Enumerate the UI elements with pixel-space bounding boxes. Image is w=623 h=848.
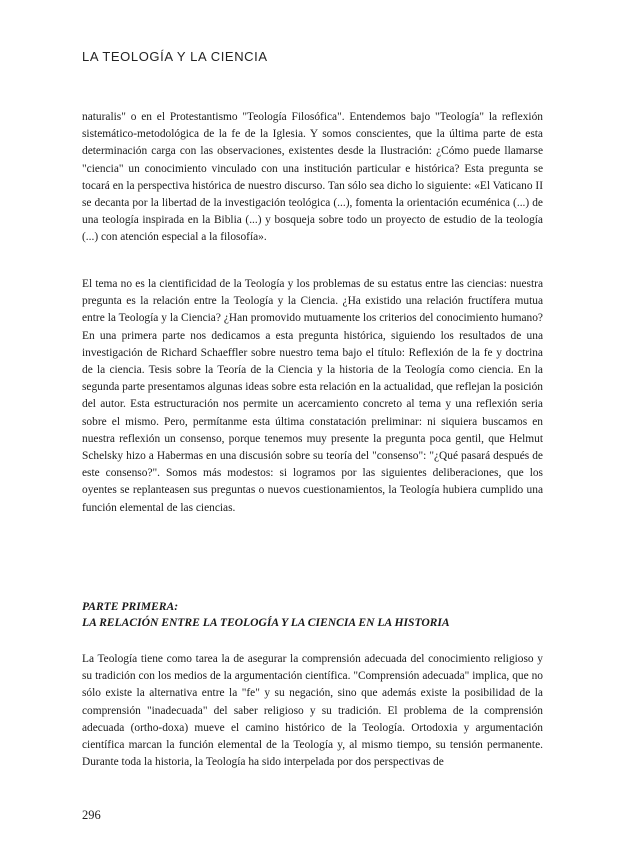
paragraph-text: naturalis" o en el Protestantismo "Teología Filosófica". Entendemos bajo "Teología" la reflexión sistemático-metodológica de la fe de la Iglesia. Y somos conscientes, que la última parte de esta determinación carga con las observaciones, existentes desde la Ilustración: ¿Cómo puede llamarse "ciencia" un conocimiento vinculado con una institución particular e histórica? Esta pregunta se tocará en la perspectiva histórica de nuestro discurso. Tan sólo sea dicho lo siguiente: «El Vaticano II se decanta por la libertad de la investigación teológica (...), fomenta la orientación ecuménica (...) de una teología inspirada en la Biblia (...) y bosqueja sobre todo un proyecto de estudio de la teología (...) con atención especial a la filosofía».: [82, 111, 543, 244]
section-heading: [82, 599, 543, 631]
body-paragraph-3: [82, 651, 543, 771]
section-heading-part: PARTE PRIMERA:: [82, 600, 179, 613]
paragraph-text: El tema no es la cientificidad de la Teología y los problemas de su estatus entre las ciencias: nuestra pregunta es la relación entre la Teología y la Ciencia. ¿Ha existido una relación fructífera mutua entre la Teología y la Ciencia? ¿Han promovido mutuamente los criterios del conocimiento humano? En una primera parte nos dedicamos a esta pregunta histórica, siguiendo los resultados de una investigación de Richard Schaeffler sobre nuestro tema bajo el título: Reflexión de la fe y doctrina de la ciencia. Tesis sobre la Teoría de la Ciencia y la historia de la Teología como ciencia. En la segunda parte presentamos algunas ideas sobre esta relación en la actualidad, que reflejan la posición del autor. Esta estructuración nos permite un acercamiento concreto al tema y una reflexión seria sobre el mismo. Pero, permítanme esta última constatación preliminar: ni siquiera buscamos en nuestra reflexión un consenso, porque tenemos muy presente la pregunta poca gentil, que Helmut Schelsky hizo a Habermas en una discusión sobre su teoría del "consenso": "¿Qué pasará después de este consenso?". Somos más modestos: si logramos por las siguientes deliberaciones, que los oyentes se replanteasen sus preguntas o nuevos cuestionamientos, la Teología hubiera cumplido una función elemental de las ciencias.: [82, 278, 543, 514]
running-head: LA TEOLOGÍA Y LA CIENCIA: [82, 49, 268, 64]
body-paragraph-1: [82, 109, 543, 247]
paragraph-text: La Teología tiene como tarea la de asegurar la comprensión adecuada del conocimiento religioso y su tradición con los medios de la argumentación científica. "Comprensión adecuada" implica, que no sólo existe la alternativa entre la "fe" y su negación, sino que además existe la posibilidad de la comprensión "inadecuada" del saber religioso y su tradición. El problema de la comprensión adecuada (ortho-doxa) mueve el camino histórico de la Teología. Ortodoxia y argumentación científica marcan la función elemental de la Teología y, al mismo tiempo, su tensión permanente. Durante toda la historia, la Teología ha sido interpelada por dos perspectivas de: [82, 653, 543, 769]
body-paragraph-2: [82, 276, 543, 517]
page-number: 296: [82, 808, 101, 822]
section-heading-title: LA RELACIÓN ENTRE LA TEOLOGÍA Y LA CIENCIA EN LA HISTORIA: [82, 616, 450, 629]
